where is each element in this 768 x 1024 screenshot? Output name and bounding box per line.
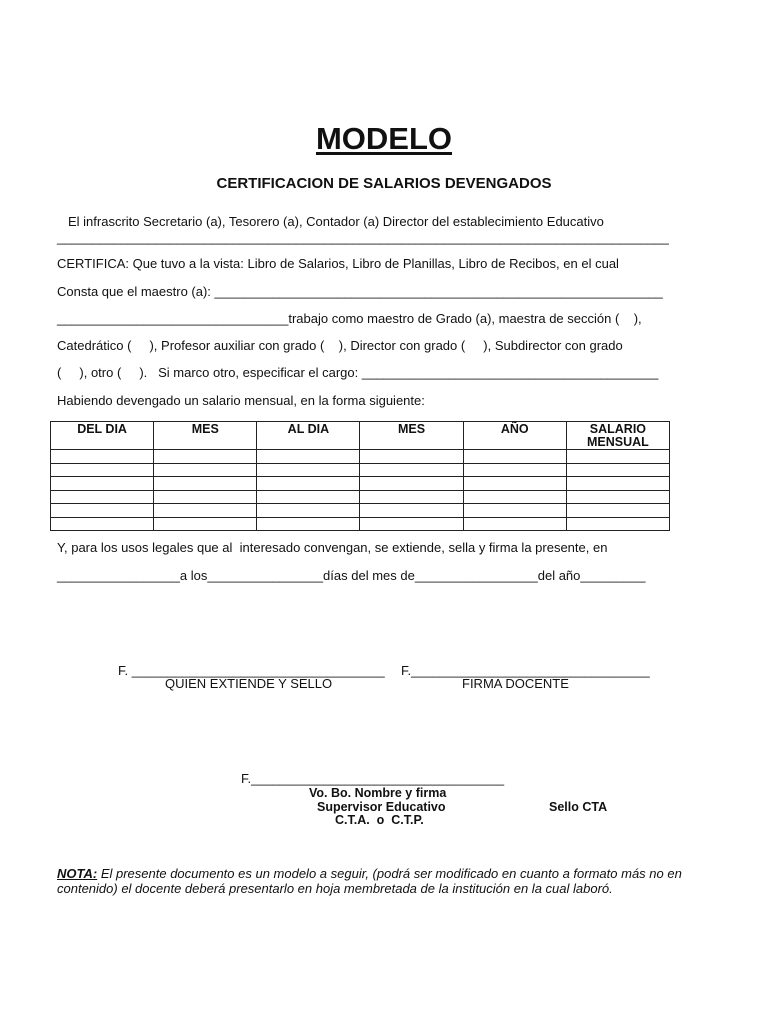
supervisor-label: Supervisor Educativo (317, 800, 446, 814)
salary-table (50, 421, 670, 531)
table-cell[interactable] (360, 477, 463, 491)
table-cell[interactable] (566, 450, 669, 464)
table-cell[interactable] (360, 504, 463, 518)
body-line-6: Catedrático ( ), Profesor auxiliar con grado ( ), Director con grado ( ), Subdirector con grado (57, 338, 623, 353)
table-cell[interactable] (154, 504, 257, 518)
table-cell[interactable] (257, 450, 360, 464)
table-cell[interactable] (463, 517, 566, 531)
body-line-8: Habiendo devengado un salario mensual, en la forma siguiente: (57, 393, 425, 408)
table-cell[interactable] (154, 490, 257, 504)
table-row (51, 450, 670, 464)
body-line-3: CERTIFICA: Que tuvo a la vista: Libro de Salarios, Libro de Planillas, Libro de Recibos, en el cual (57, 256, 619, 271)
table-cell[interactable] (51, 450, 154, 464)
header-mes: MES (154, 422, 257, 450)
table-cell[interactable] (566, 463, 669, 477)
signature-line-vobo[interactable]: F.___________________________________ (241, 771, 505, 786)
table-cell[interactable] (51, 477, 154, 491)
body-line-7: ( ), otro ( ). Si marco otro, especificar el cargo: _________________________________________ (57, 365, 659, 380)
cta-ctp-label: C.T.A. o C.T.P. (335, 813, 424, 827)
table-cell[interactable] (154, 517, 257, 531)
table-cell[interactable] (51, 504, 154, 518)
header-salario-mensual: SALARIO MENSUAL (566, 422, 669, 450)
table-header-row (51, 422, 670, 450)
body-line-1: El infrascrito Secretario (a), Tesorero (a), Contador (a) Director del establecimiento Educativo (68, 214, 604, 229)
table-cell[interactable] (51, 517, 154, 531)
table-cell[interactable] (463, 463, 566, 477)
table-cell[interactable] (463, 477, 566, 491)
table-cell[interactable] (360, 490, 463, 504)
nota-paragraph (57, 866, 727, 896)
table-cell[interactable] (360, 463, 463, 477)
table-cell[interactable] (51, 490, 154, 504)
table-cell[interactable] (257, 504, 360, 518)
body-line-5: ________________________________trabajo como maestro de Grado (a), maestra de sección ( ), (57, 311, 642, 326)
table-cell[interactable] (51, 463, 154, 477)
body-line-9: Y, para los usos legales que al interesado convengan, se extiende, sella y firma la presente, en (57, 540, 608, 555)
table-cell[interactable] (566, 504, 669, 518)
table-cell[interactable] (257, 463, 360, 477)
header-al-dia: AL DIA (257, 422, 360, 450)
table-cell[interactable] (463, 490, 566, 504)
signature-line-docente[interactable]: F._________________________________ (401, 663, 650, 678)
table-cell[interactable] (360, 517, 463, 531)
table-row (51, 517, 670, 531)
table-cell[interactable] (154, 477, 257, 491)
table-cell[interactable] (566, 490, 669, 504)
table-row (51, 504, 670, 518)
table-cell[interactable] (566, 477, 669, 491)
sello-cta-label: Sello CTA (549, 800, 608, 814)
table-cell[interactable] (154, 463, 257, 477)
table-row (51, 463, 670, 477)
header-del-dia: DEL DIA (51, 422, 154, 450)
table-row (51, 477, 670, 491)
table-cell[interactable] (463, 450, 566, 464)
table-cell[interactable] (463, 504, 566, 518)
body-line-4: Consta que el maestro (a): ______________________________________________________________ (57, 284, 663, 299)
table-cell[interactable] (257, 477, 360, 491)
table-cell[interactable] (257, 517, 360, 531)
body-line-2: _______________________________________________________________________________________ (57, 230, 669, 245)
vobo-label: Vo. Bo. Nombre y firma (309, 786, 447, 800)
document-subtitle: CERTIFICACION DE SALARIOS DEVENGADOS (216, 175, 552, 192)
header-ano: AÑO (463, 422, 566, 450)
table-cell[interactable] (360, 450, 463, 464)
table-row (51, 490, 670, 504)
header-mes-2: MES (360, 422, 463, 450)
signature-label-docente: FIRMA DOCENTE (462, 676, 569, 691)
table-cell[interactable] (566, 517, 669, 531)
table-cell[interactable] (257, 490, 360, 504)
nota-text: El presente documento es un modelo a seguir, (podrá ser modificado en cuanto a formato más no en contenido) el docente deberá presentarlo en hoja membretada de la institución en la cual laboró. (57, 866, 682, 896)
document-title: MODELO (315, 121, 453, 156)
table-cell[interactable] (154, 450, 257, 464)
nota-label: NOTA: (57, 866, 98, 881)
signature-line-extiende[interactable]: F. ___________________________________ (118, 663, 385, 678)
body-line-10: _________________a los________________días del mes de_________________del año_________ (57, 568, 646, 583)
signature-label-extiende: QUIEN EXTIENDE Y SELLO (165, 676, 333, 691)
